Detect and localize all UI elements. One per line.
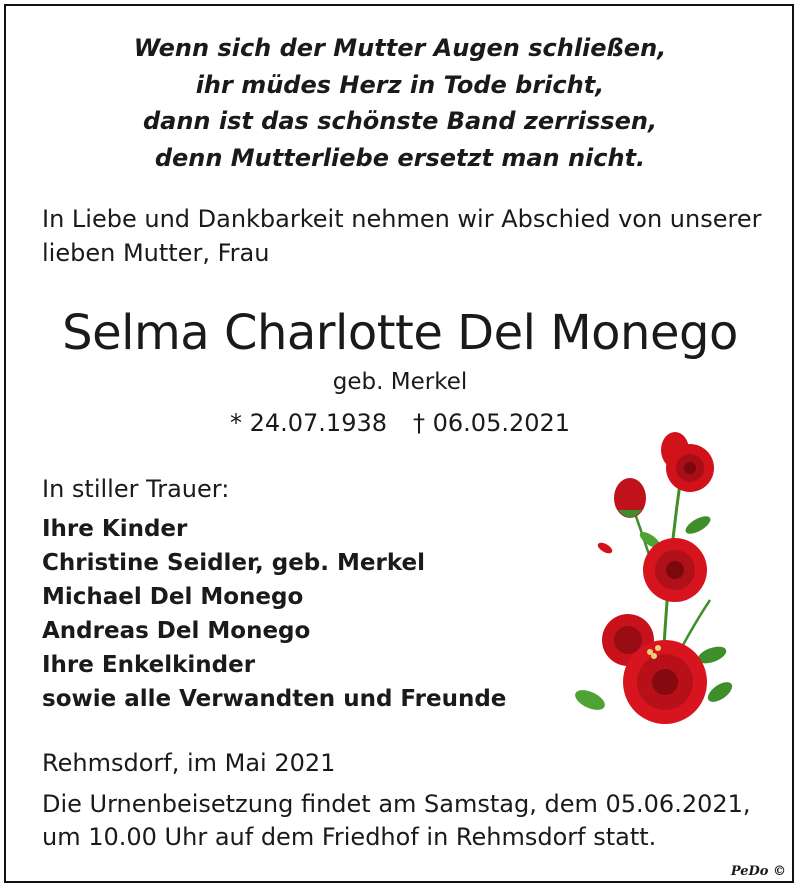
maiden-name: geb. Merkel — [332, 369, 468, 395]
publisher-signature: PeDo © — [730, 864, 786, 879]
burial-line-2: um 10.00 Uhr auf dem Friedhof in Rehmsdorf statt. — [42, 823, 657, 851]
mourner-item: Andreas Del Monego — [42, 618, 311, 644]
mourner-item: Ihre Enkelkinder — [42, 652, 256, 678]
intro-line-1: In Liebe und Dankbarkeit nehmen wir Abschied von unserer — [42, 205, 762, 233]
poem-line: ihr müdes Herz in Tode bricht, — [195, 70, 605, 99]
place-and-date: Rehmsdorf, im Mai 2021 — [42, 749, 336, 777]
burial-info — [42, 788, 782, 854]
poem-line: Wenn sich der Mutter Augen schließen, — [133, 34, 667, 62]
intro-text — [42, 202, 762, 270]
poem — [0, 30, 800, 176]
birth-date: * 24.07.1938 — [229, 409, 387, 437]
poem-line: dann ist das schönste Band zerrissen, — [142, 107, 658, 135]
mourner-item: Christine Seidler, geb. Merkel — [42, 550, 425, 576]
mourners-list — [42, 512, 506, 716]
poem-line: denn Mutterliebe ersetzt man nicht. — [154, 143, 646, 172]
roses-image — [570, 430, 740, 730]
mourner-item: sowie alle Verwandten und Freunde — [42, 686, 507, 712]
deceased-name: Selma Charlotte Del Monego — [62, 305, 738, 361]
mourner-item: Ihre Kinder — [42, 516, 188, 542]
intro-line-2: lieben Mutter, Frau — [42, 239, 270, 267]
death-date: † 06.05.2021 — [413, 409, 571, 437]
mourners-heading: In stiller Trauer: — [42, 475, 230, 503]
mourner-item: Michael Del Monego — [42, 584, 304, 610]
burial-line-1: Die Urnenbeisetzung findet am Samstag, dem 05.06.2021, — [42, 790, 751, 818]
